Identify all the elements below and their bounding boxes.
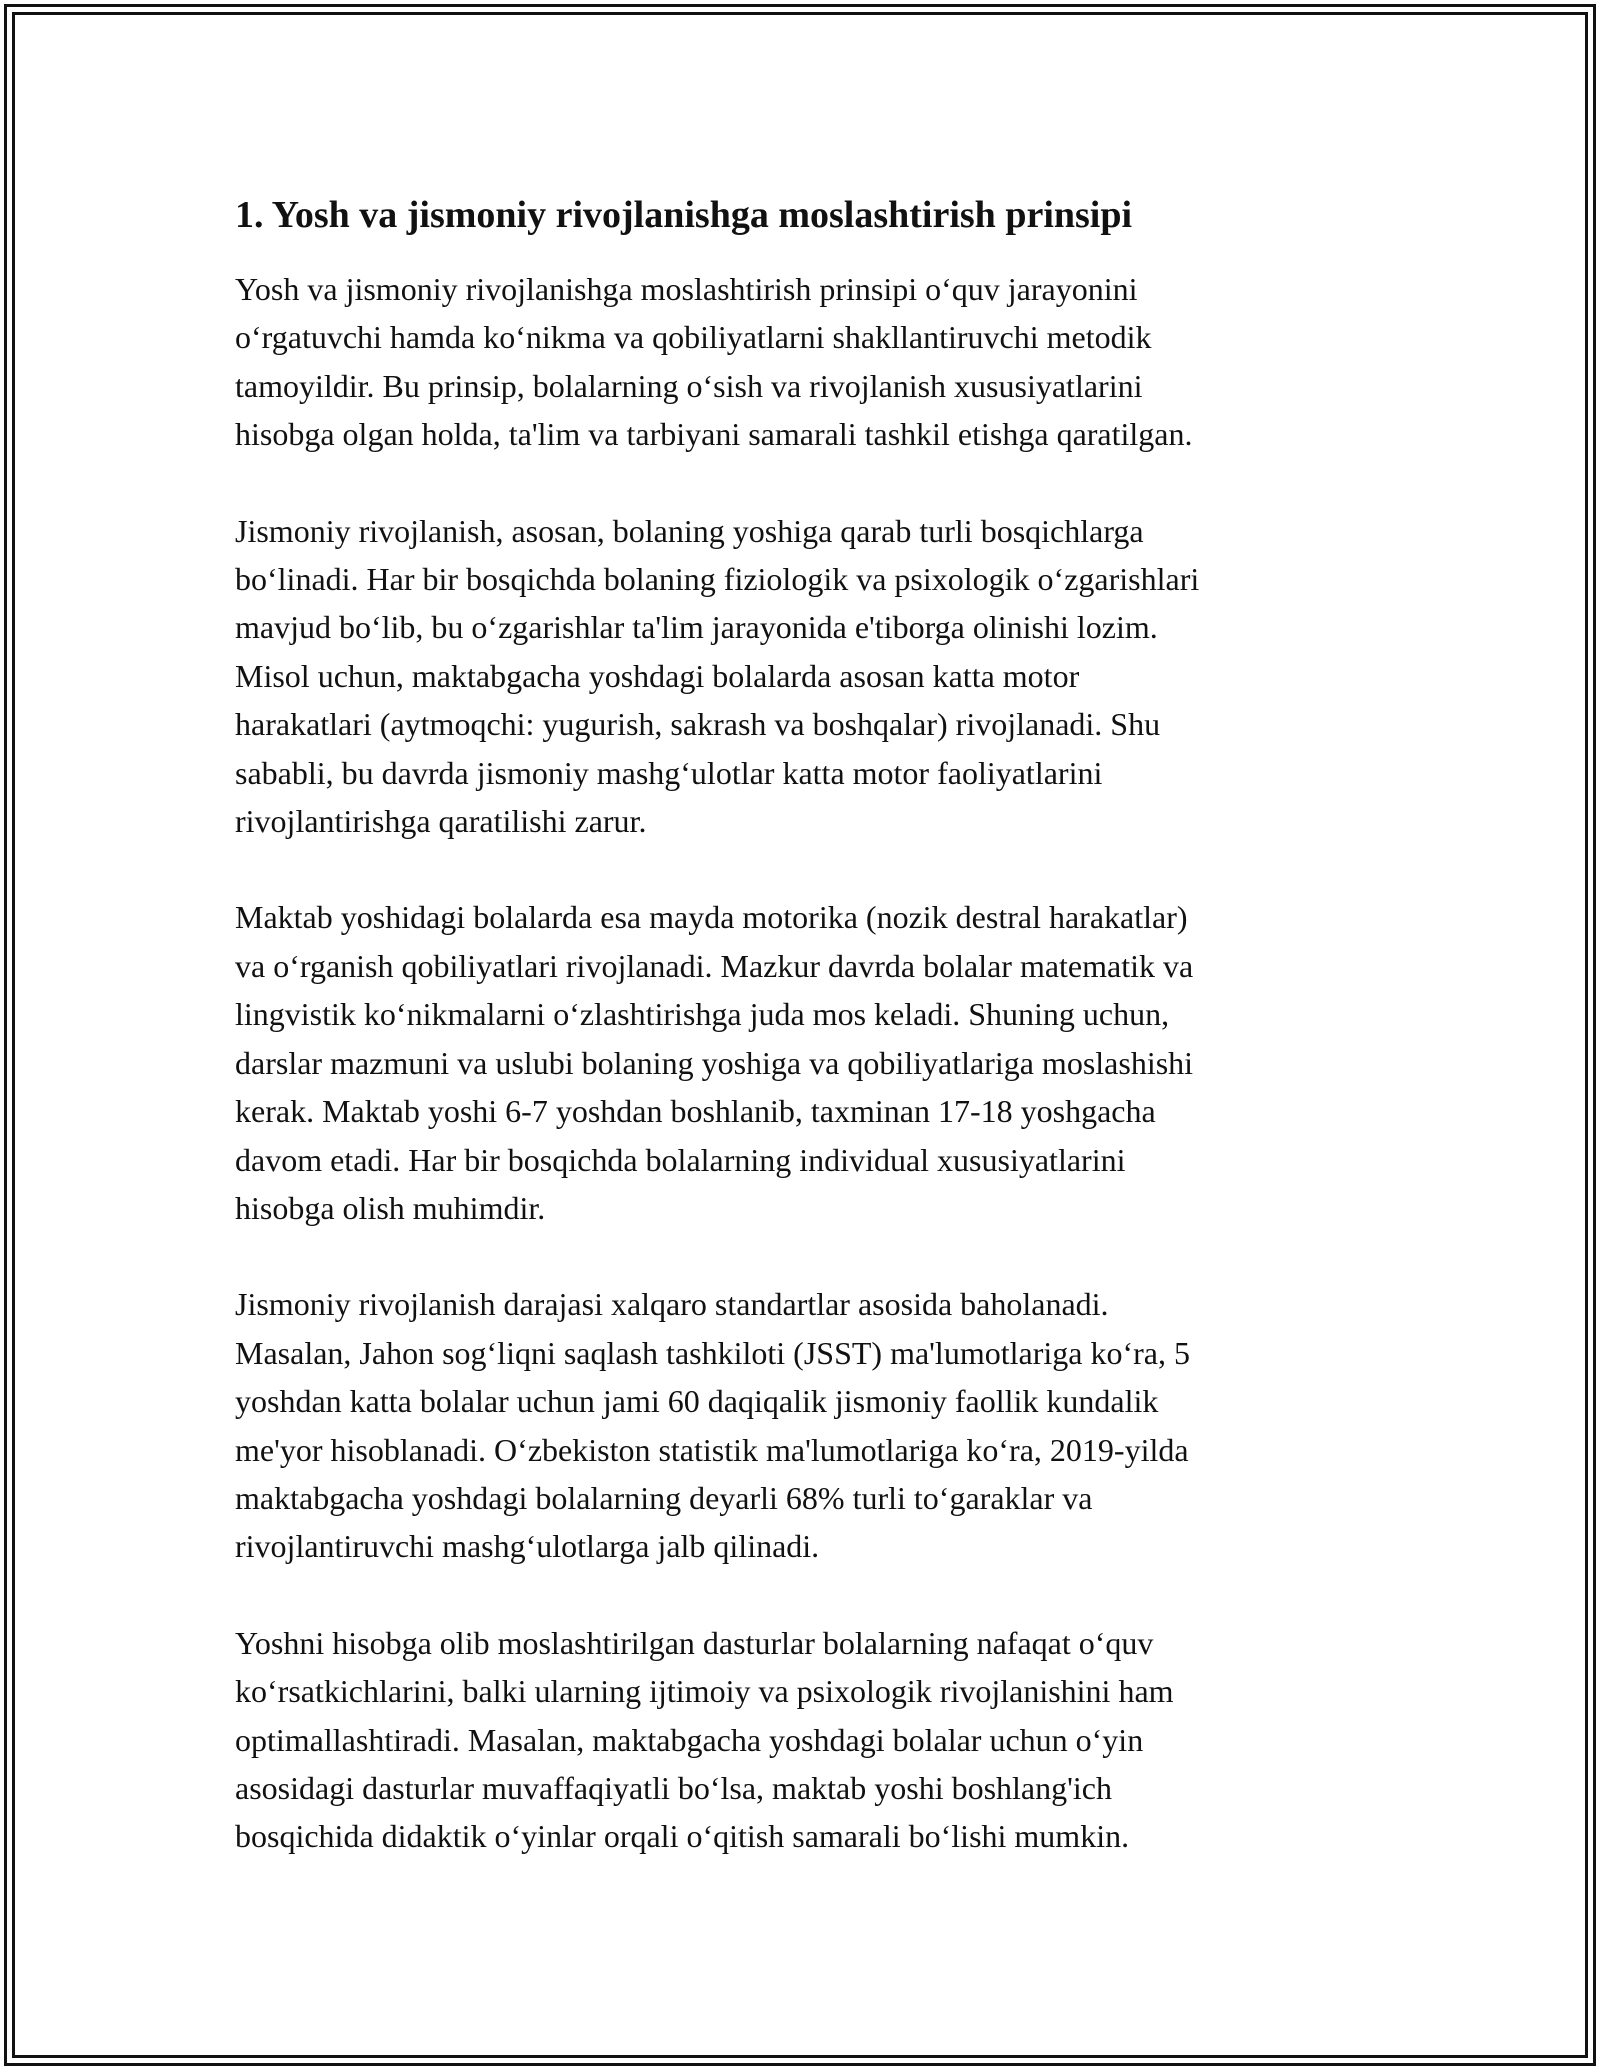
text-line: hisobga olish muhimdir. [235, 1189, 546, 1226]
paragraph-2 [235, 507, 1365, 846]
text-line: mavjud bo‘lib, bu o‘zgarishlar ta'lim jarayonida e'tiborga olinishi lozim. [235, 609, 1158, 646]
text-line: Misol uchun, maktabgacha yoshdagi bolalarda asosan katta motor [235, 657, 1080, 694]
text-line: bosqichida didaktik o‘yinlar orqali o‘qitish samarali bo‘lishi mumkin. [235, 1818, 1130, 1855]
text-line: yoshdan katta bolalar uchun jami 60 daqiqalik jismoniy faollik kundalik [235, 1383, 1159, 1420]
paragraph-3 [235, 893, 1365, 1232]
text-line: darslar mazmuni va uslubi bolaning yoshiga va qobiliyatlariga moslashishi [235, 1044, 1194, 1081]
text-line: Jismoniy rivojlanish, asosan, bolaning yoshiga qarab turli bosqichlarga [235, 512, 1144, 549]
text-line: harakatlari (aytmoqchi: yugurish, sakrash va boshqalar) rivojlanadi. Shu [235, 706, 1161, 743]
text-line: Yosh va jismoniy rivojlanishga moslashtirish prinsipi o‘quv jarayonini [235, 271, 1138, 307]
section-title: 1. Yosh va jismoniy rivojlanishga moslashtirish prinsipi [235, 194, 1133, 236]
text-line: Yoshni hisobga olib moslashtirilgan dasturlar bolalarning nafaqat o‘quv [235, 1624, 1154, 1661]
text-line: tamoyildir. Bu prinsip, bolalarning o‘sish va rivojlanish xususiyatlarini [235, 367, 1143, 404]
text-line: Maktab yoshidagi bolalarda esa mayda motorika (nozik destral harakatlar) [235, 899, 1188, 936]
text-line: hisobga olgan holda, ta'lim va tarbiyani samarali tashkil etishga qaratilgan. [235, 416, 1193, 453]
text-line: lingvistik ko‘nikmalarni o‘zlashtirishga juda mos keladi. Shuning uchun, [235, 996, 1170, 1033]
text-line: me'yor hisoblanadi. O‘zbekiston statistik ma'lumotlariga ko‘ra, 2019-yilda [235, 1431, 1189, 1468]
text-line: Jismoniy rivojlanish darajasi xalqaro standartlar asosida baholanadi. [235, 1286, 1109, 1323]
paragraph-1 [235, 265, 1365, 459]
text-line: va o‘rganish qobiliyatlari rivojlanadi. Mazkur davrda bolalar matematik va [235, 947, 1194, 984]
text-line: ko‘rsatkichlarini, balki ularning ijtimoiy va psixologik rivojlanishini ham [235, 1673, 1174, 1710]
text-line: o‘rgatuvchi hamda ko‘nikma va qobiliyatlarni shakllantiruvchi metodik [235, 319, 1152, 356]
text-line: davom etadi. Har bir bosqichda bolalarning individual xususiyatlarini [235, 1141, 1126, 1178]
text-line: kerak. Maktab yoshi 6-7 yoshdan boshlanib, taxminan 17-18 yoshgacha [235, 1093, 1156, 1130]
text-line: sababli, bu davrda jismoniy mashg‘ulotlar katta motor faoliyatlarini [235, 754, 1103, 791]
text-line: rivojlantiruvchi mashg‘ulotlarga jalb qilinadi. [235, 1528, 820, 1565]
text-line: Masalan, Jahon sog‘liqni saqlash tashkiloti (JSST) ma'lumotlariga ko‘ra, 5 [235, 1334, 1190, 1371]
text-line: rivojlantirishga qaratilishi zarur. [235, 803, 647, 840]
document-body [235, 185, 1365, 1861]
text-line: maktabgacha yoshdagi bolalarning deyarli 68% turli to‘garaklar va [235, 1479, 1093, 1516]
text-line: asosidagi dasturlar muvaffaqiyatli bo‘lsa, maktab yoshi boshlang'ich [235, 1769, 1112, 1806]
paragraph-5 [235, 1619, 1365, 1861]
text-line: optimallashtiradi. Masalan, maktabgacha yoshdagi bolalar uchun o‘yin [235, 1721, 1144, 1758]
text-line: bo‘linadi. Har bir bosqichda bolaning fiziologik va psixologik o‘zgarishlari [235, 561, 1200, 598]
paragraph-4 [235, 1280, 1365, 1570]
